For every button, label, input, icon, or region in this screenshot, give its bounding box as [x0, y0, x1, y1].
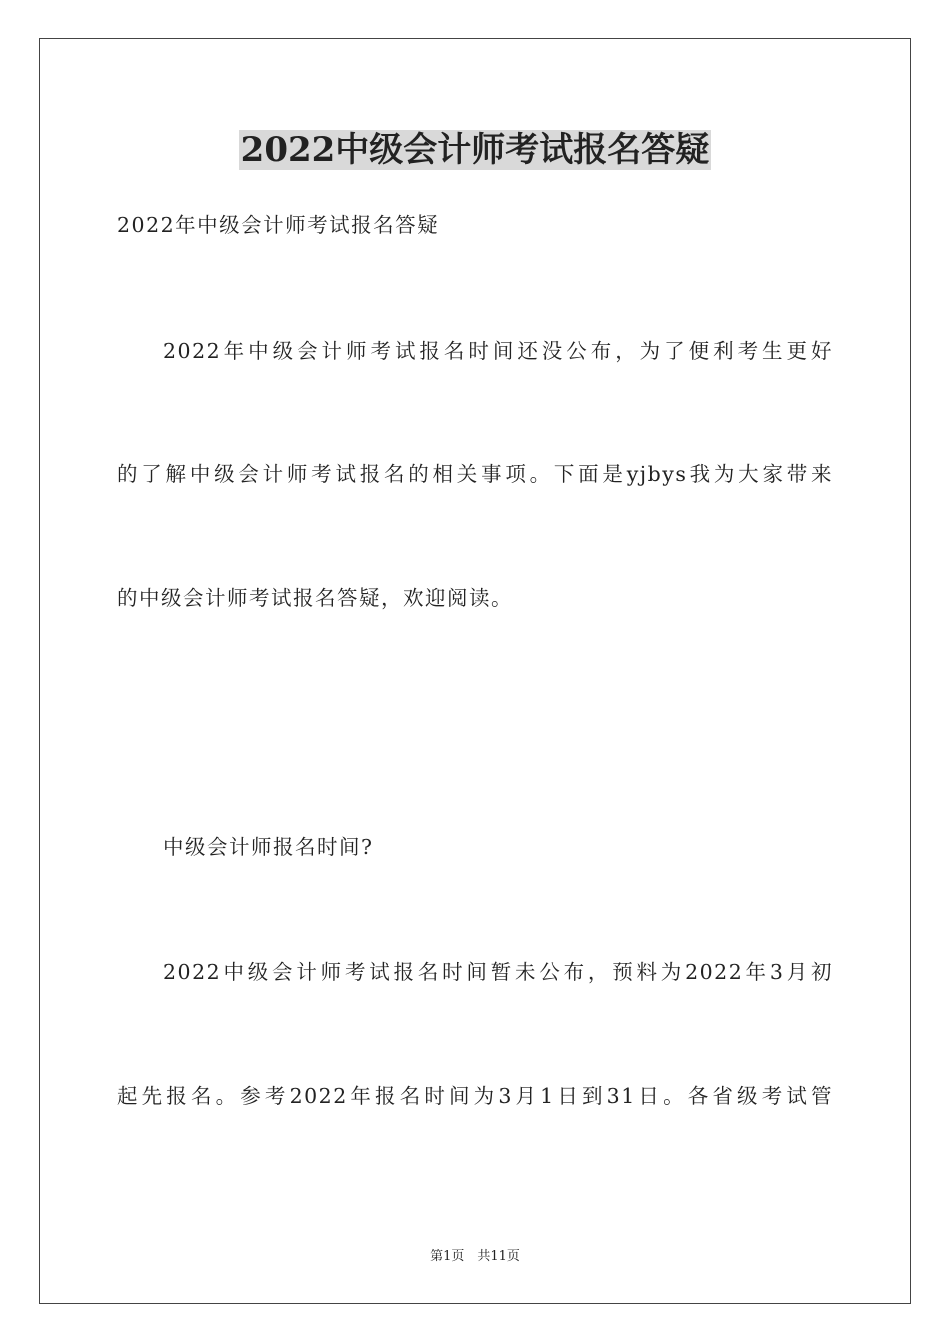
document-subtitle: 2022年中级会计师考试报名答疑: [117, 213, 440, 237]
paragraph-line: 起先报名。参考2022年报名时间为3月1日到31日。各省级考试管: [117, 1084, 833, 1108]
paragraph-line: 的了解中级会计师考试报名的相关事项。下面是yjbys我为大家带来: [117, 462, 833, 486]
paragraph-line: 2022年中级会计师考试报名时间还没公布，为了便利考生更好: [163, 339, 833, 363]
paragraph-line: 2022中级会计师考试报名时间暂未公布，预料为2022年3月初: [163, 960, 833, 984]
document-title: [0, 128, 950, 172]
paragraph-line: 的中级会计师考试报名答疑，欢迎阅读。: [117, 586, 513, 610]
page-number-footer: 第1页 共11页: [430, 1249, 520, 1264]
document-title-text: 2022中级会计师考试报名答疑: [240, 130, 710, 170]
question-heading: 中级会计师报名时间?: [163, 835, 374, 859]
